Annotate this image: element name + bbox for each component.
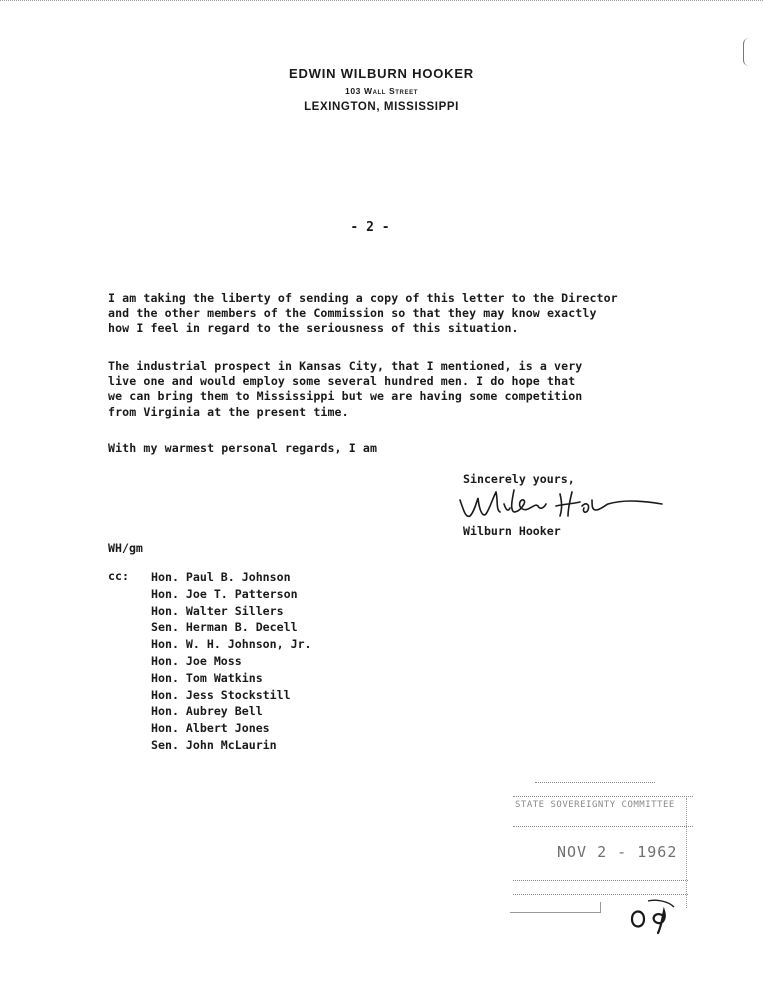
- cc-label: cc:: [108, 569, 129, 583]
- stamp-date: NOV 2 - 1962: [557, 843, 678, 861]
- paragraph-2: [108, 359, 688, 420]
- reference-initials: WH/gm: [108, 541, 143, 555]
- paragraph-1: [108, 291, 688, 337]
- cc-recipient: Hon. Aubrey Bell: [151, 704, 263, 719]
- paragraph-line: live one and would employ some several hundred men. I do hope that: [108, 374, 576, 389]
- cc-recipient: Hon. Albert Jones: [151, 721, 270, 736]
- stamp-dotted-line: [513, 796, 693, 797]
- letterhead-name: EDWIN WILBURN HOOKER: [289, 66, 474, 81]
- cc-recipient: Sen. Herman B. Decell: [151, 620, 298, 635]
- cc-recipient-list: [151, 569, 312, 754]
- cc-recipient: Hon. Tom Watkins: [151, 670, 263, 685]
- paragraph-line: The industrial prospect in Kansas City, that I mentioned, is a very: [108, 359, 583, 373]
- cc-recipient: Sen. John McLaurin: [151, 737, 277, 752]
- page-top-edge: [0, 0, 763, 1]
- stamp-vertical-line: [686, 798, 687, 908]
- paragraph-line: and the other members of the Commission so that they may know exactly: [108, 306, 597, 321]
- cc-recipient: Hon. Joe Moss: [151, 653, 242, 668]
- stamp-box: [510, 902, 601, 913]
- paragraph-line: we can bring them to Mississippi but we are having some competition: [108, 389, 583, 404]
- paper-edge-mark: [743, 38, 750, 66]
- letterhead-street: 103 Wall Street: [345, 86, 418, 96]
- signer-name: Wilburn Hooker: [463, 524, 561, 538]
- paragraph-line: I am taking the liberty of sending a copy of this letter to the Director: [108, 291, 618, 305]
- handwritten-signature: [452, 482, 667, 528]
- handwritten-mark: [628, 897, 676, 935]
- cc-recipient: Hon. Jess Stockstill: [151, 687, 291, 702]
- stamp-dotted-line: [513, 826, 693, 827]
- cc-recipient: Hon. W. H. Johnson, Jr.: [151, 637, 312, 652]
- stamp-dotted-line: [535, 782, 655, 783]
- paragraph-line: how I feel in regard to the seriousness of this situation.: [108, 321, 519, 336]
- cc-recipient: Hon. Joe T. Patterson: [151, 586, 298, 601]
- stamp-header: STATE SOVEREIGNTY COMMITTEE: [515, 800, 675, 810]
- paragraph-line: from Virginia at the present time.: [108, 404, 349, 419]
- page-number: - 2 -: [350, 220, 390, 235]
- letterhead-city: LEXINGTON, MISSISSIPPI: [304, 101, 459, 113]
- stamp-dotted-line: [513, 880, 688, 881]
- cc-recipient: Hon. Paul B. Johnson: [151, 570, 291, 584]
- paragraph-line: With my warmest personal regards, I am: [108, 441, 378, 455]
- letterhead: [0, 66, 763, 113]
- closing: Sincerely yours,: [463, 472, 575, 486]
- cc-recipient: Hon. Walter Sillers: [151, 603, 284, 618]
- paragraph-3: [108, 441, 688, 456]
- stamp-dotted-line: [513, 894, 688, 895]
